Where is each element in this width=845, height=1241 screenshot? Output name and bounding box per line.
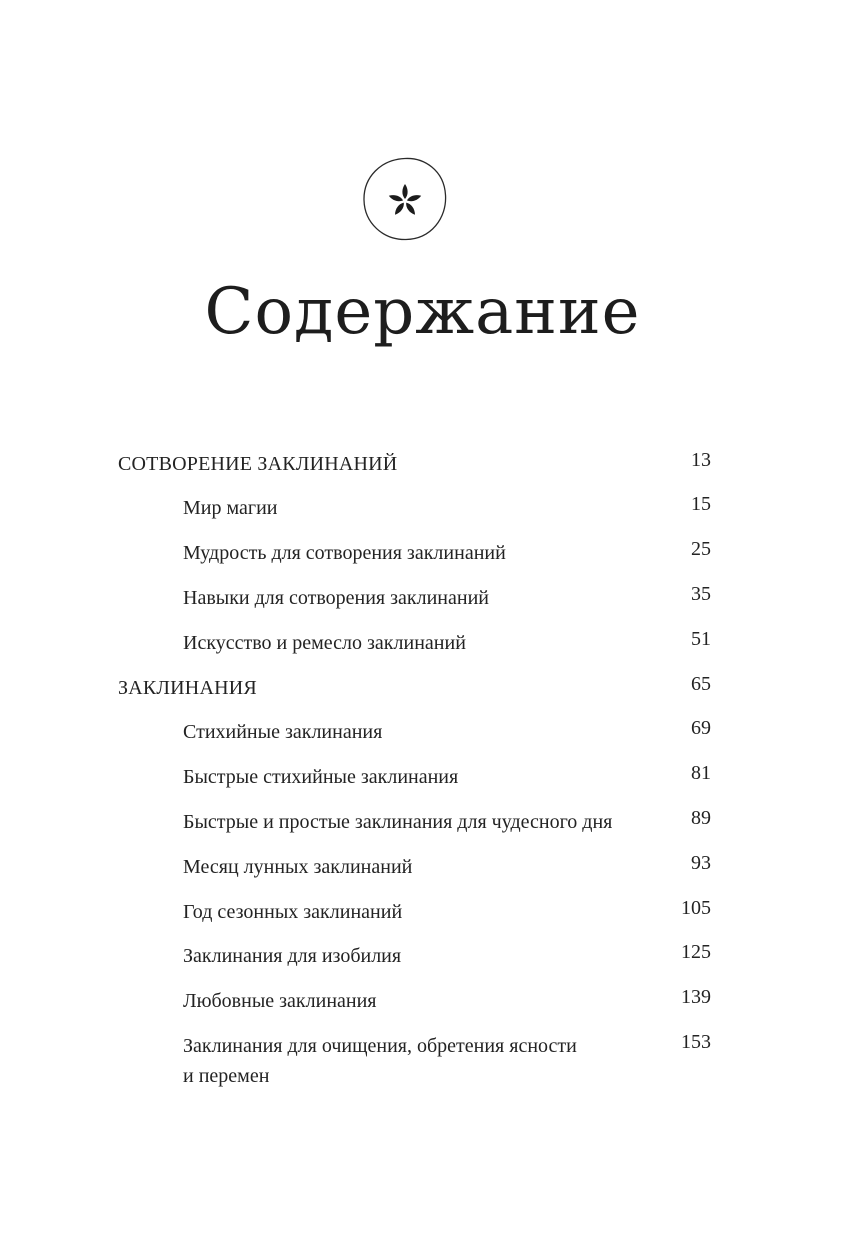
toc-entry-title: Заклинания для очищения, обретения ясности <box>183 1035 577 1057</box>
toc-entry-title: Мудрость для сотворения заклинаний <box>183 542 506 564</box>
toc-entry-page: 13 <box>691 449 711 471</box>
toc-entry-page: 93 <box>691 852 711 874</box>
toc-entry-title: СОТВОРЕНИЕ ЗАКЛИНАНИЙ <box>118 453 398 475</box>
page-title: Содержание <box>204 275 641 349</box>
toc-entry-title: Искусство и ремесло заклинаний <box>183 632 466 654</box>
toc-entry-page: 89 <box>691 807 711 829</box>
toc-entry-page: 139 <box>681 986 711 1008</box>
toc-entry-title: Навыки для сотворения заклинаний <box>183 587 489 609</box>
toc-entry-title: Год сезонных заклинаний <box>183 901 403 923</box>
toc-entry-page: 25 <box>691 538 711 560</box>
toc-entry-page: 153 <box>681 1031 711 1053</box>
toc-entry-title-multiline <box>183 1031 577 1091</box>
toc-entry-page: 81 <box>691 762 711 784</box>
toc-entry-title-continued: и перемен <box>183 1065 270 1087</box>
toc-entry-title: Мир магии <box>183 497 278 519</box>
toc-entry-title: Заклинания для изобилия <box>183 945 402 967</box>
toc-entry-page: 15 <box>691 493 711 515</box>
toc-entry-title: Стихийные заклинания <box>183 721 383 743</box>
toc-entry-page: 105 <box>681 897 711 919</box>
toc-entry-title: Любовные заклинания <box>183 990 377 1012</box>
toc-entry-page: 65 <box>691 673 711 695</box>
toc-entry-page: 35 <box>691 583 711 605</box>
toc-entry-page: 125 <box>681 941 711 963</box>
toc-entry-page: 51 <box>691 628 711 650</box>
toc-entry-page: 69 <box>691 717 711 739</box>
toc-entry-title: Месяц лунных заклинаний <box>183 856 413 878</box>
toc-entry-title: Быстрые стихийные заклинания <box>183 766 459 788</box>
toc-entry-title: ЗАКЛИНАНИЯ <box>118 677 257 699</box>
toc-entry-title: Быстрые и простые заклинания для чудесного дня <box>183 811 613 833</box>
